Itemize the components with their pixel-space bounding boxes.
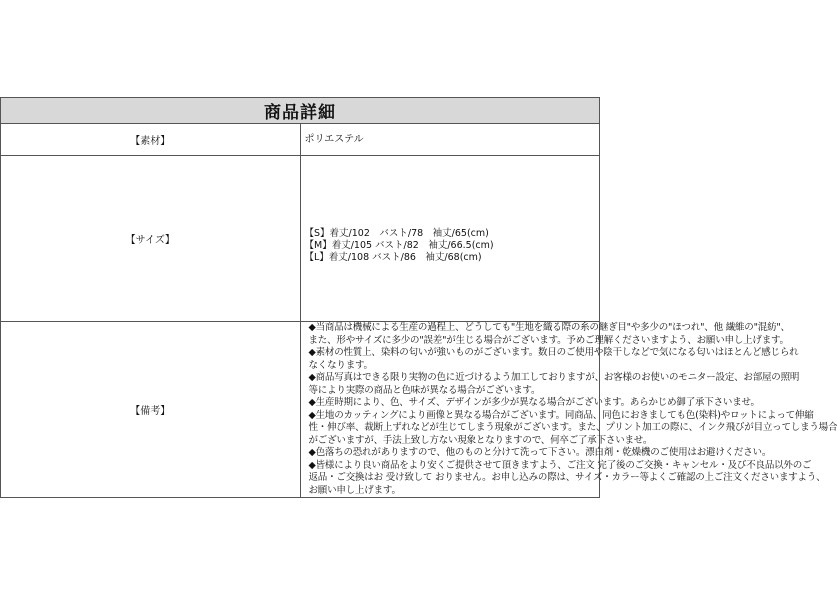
notes-list [305, 322, 837, 497]
material-value: ポリエステル [300, 124, 600, 156]
note-line: また、形やサイズに多少の"誤差"が生じる場合がございます。予めご理解くださいますよう、お願い申し上げます。 [308, 334, 789, 346]
notes-label: 【備考】 [1, 322, 301, 498]
size-value [300, 156, 600, 322]
note-line: 返品・ご交換はお 受け致して おりません。お申し込みの際は、サイズ・カラー等よくご確認の上ご注文くださいますよう、 [308, 472, 826, 483]
notes-row [1, 322, 600, 498]
size-row [1, 156, 600, 322]
note-line: ◆生産時期により、色、サイズ、デザインが多少が異なる場合がございます。あらかじめ御了承下さいませ。 [308, 397, 760, 408]
note-line: なくなります。 [308, 359, 373, 371]
size-label: 【サイズ】 [1, 156, 301, 322]
note-line: お願い申し上げます。 [308, 484, 401, 496]
title-row [1, 98, 600, 124]
note-line: がございますが、手法上致し方ない現象となりますので、何卒ご了承下さいませ。 [308, 434, 653, 446]
notes-value [300, 322, 837, 498]
note-line: ◆素材の性質上、染料の匂いが強いものがございます。数日のご使用や陰干しなどで気になる匂いはほとんど感じられ [308, 347, 799, 358]
size-list [305, 228, 600, 264]
size-line-m: 【M】着丈/105 バスト/82 袖丈/66.5(cm) [304, 239, 494, 251]
note-line: ◆皆様により良い商品をより安くご提供させて頂きますよう、ご注文 完了後のご交換・キャンセル・及び不良品以外のご [308, 459, 812, 471]
note-line: ◆当商品は機械による生産の過程上、どうしても"生地を織る際の糸の継ぎ目"や多少の"ほつれ"、他 繊維の"混紡"、 [308, 322, 790, 333]
size-line-l: 【L】着丈/108 バスト/86 袖丈/68(cm) [304, 251, 482, 263]
note-line: ◆色落ちの恐れがありますので、他のものと分けて洗って下さい。漂白剤・乾燥機のご使用はお避けください。 [308, 447, 772, 458]
note-line: 等により実際の商品と色味が異なる場合がございます。 [308, 384, 541, 396]
size-line-s: 【S】着丈/102 バスト/78 袖丈/65(cm) [304, 227, 489, 239]
note-line: 性・伸び率、裁断上ずれなどが生じてしまう現象がございます。また、プリント加工の際に、インク飛びが目立ってしまう場合 [308, 422, 837, 433]
material-label: 【素材】 [1, 124, 301, 156]
product-details-table [0, 97, 837, 498]
note-line: ◆生地のカッティングにより画像と異なる場合がございます。同商品、同色におきましても色(染料)やロットによって伸縮 [308, 409, 814, 421]
table-title: 商品詳細 [1, 98, 600, 124]
note-line: ◆商品写真はできる限り実物の色に近づけるよう加工しておりますが、お客様のお使いのモニター設定、お部屋の照明 [308, 372, 800, 383]
material-row [1, 124, 600, 156]
